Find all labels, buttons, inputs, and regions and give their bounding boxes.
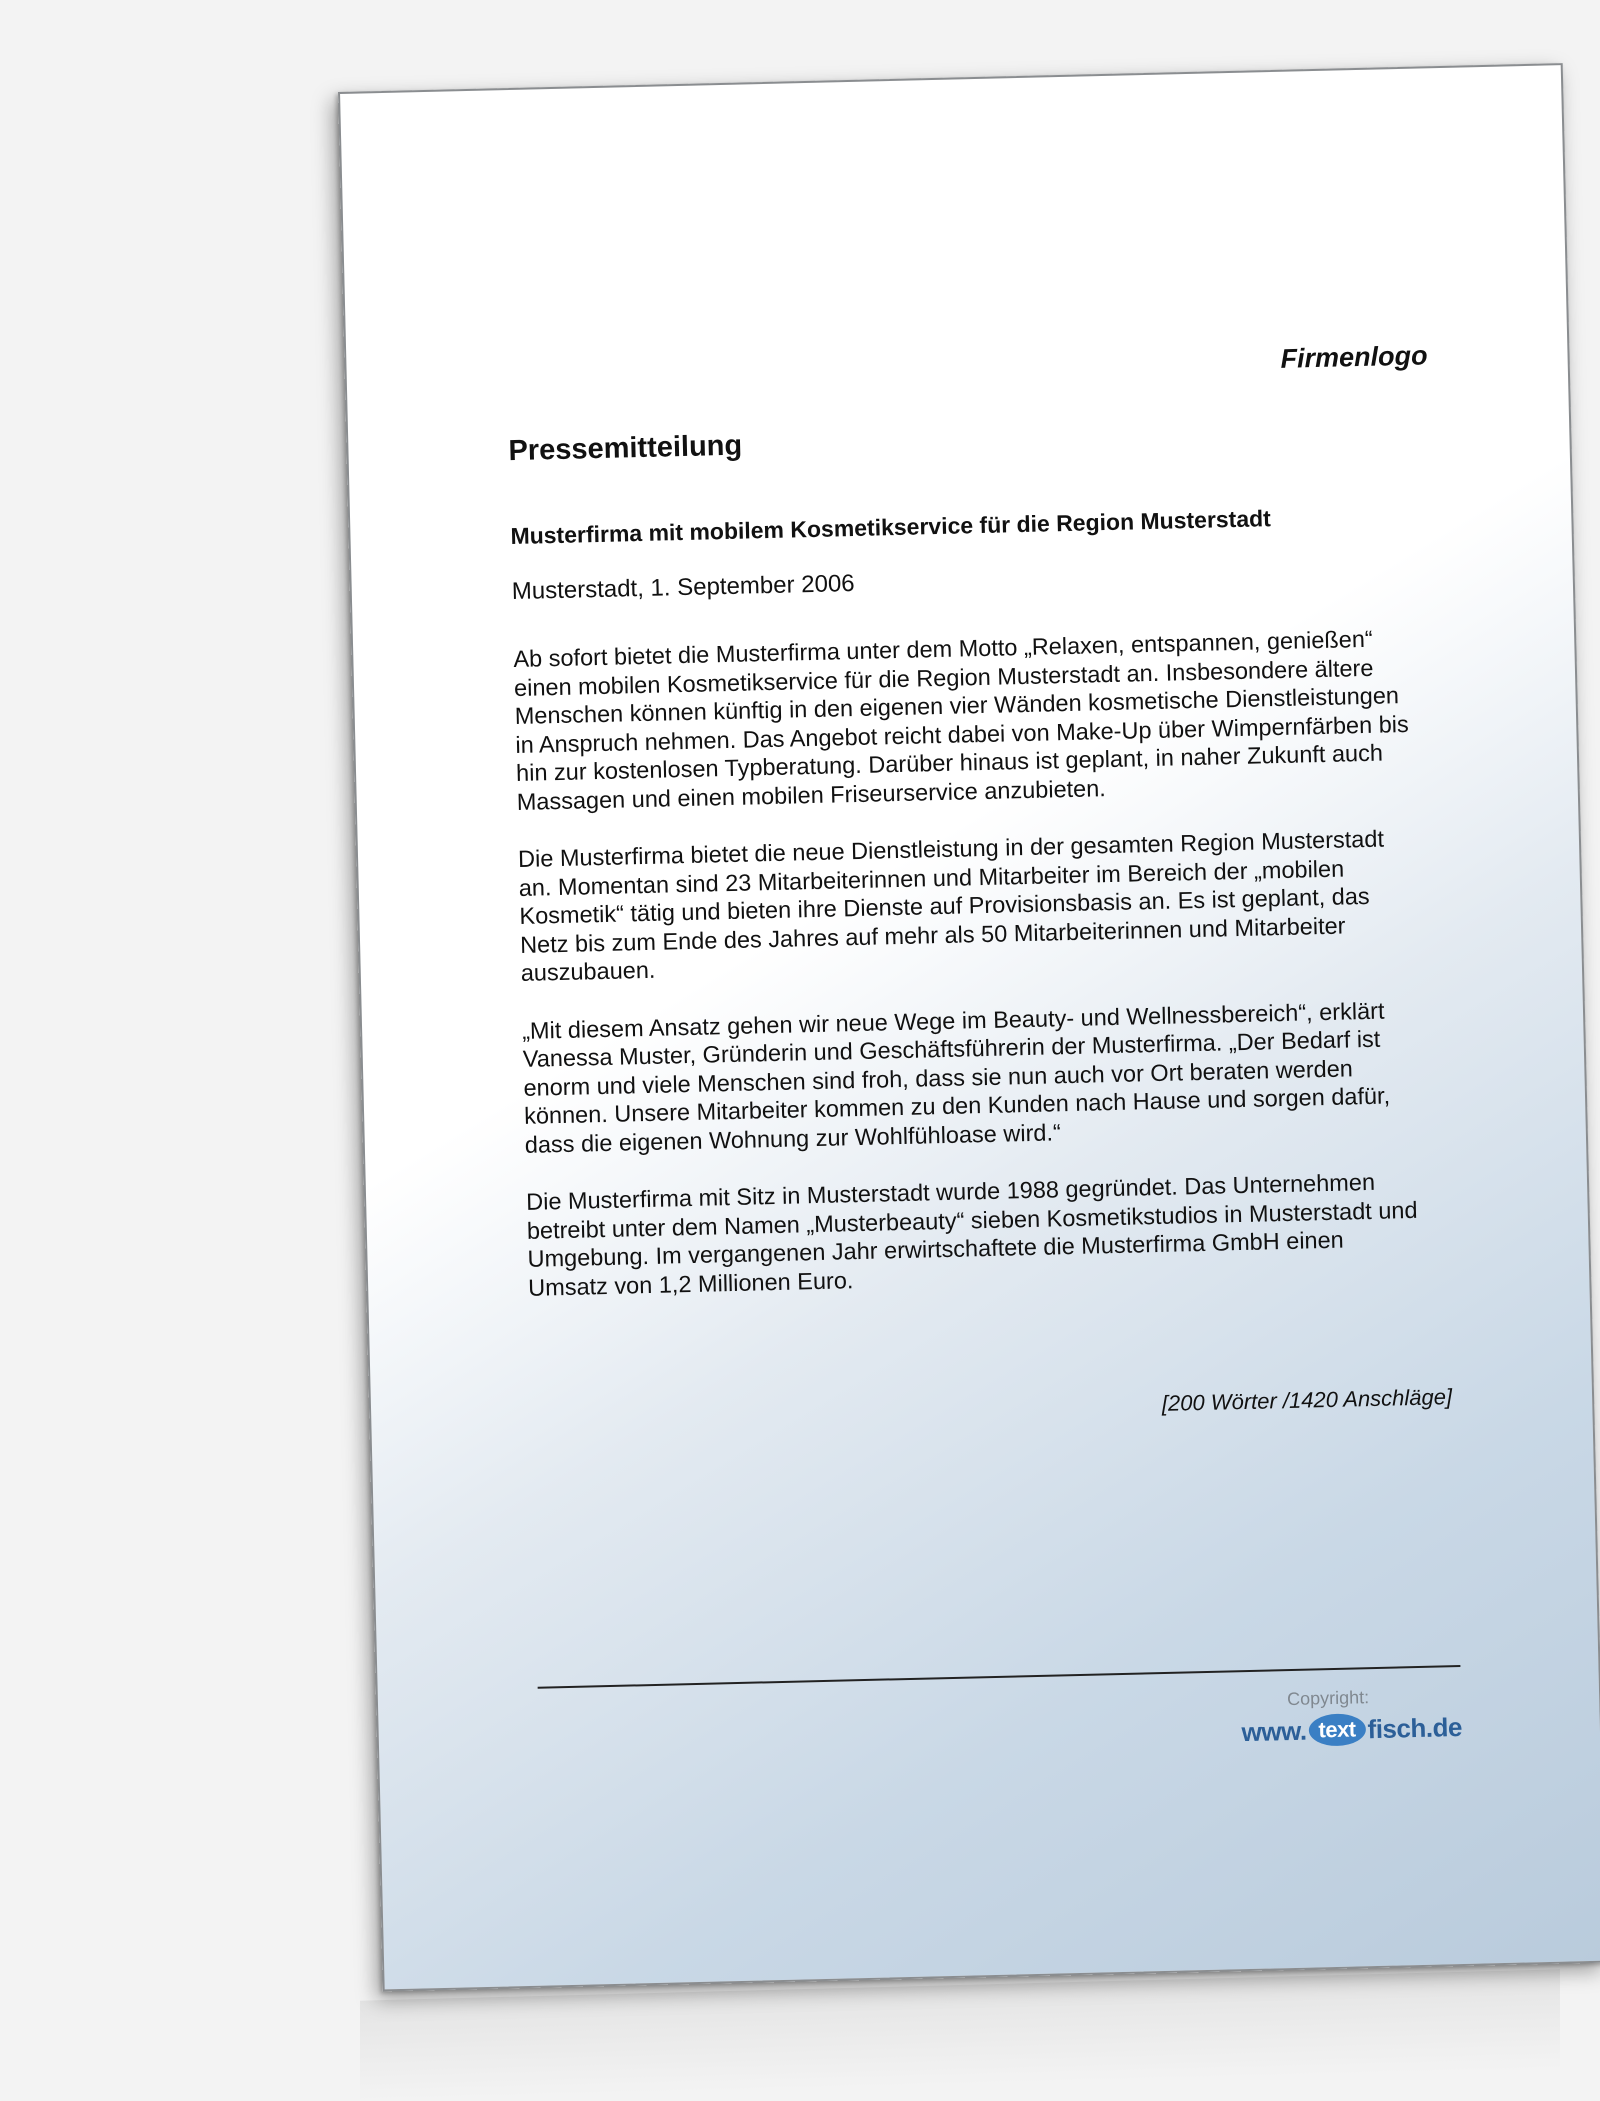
word-count-note: [200 Wörter /1420 Anschläge] [1161, 1384, 1453, 1416]
document-page [338, 63, 1600, 1991]
paragraph-2: Die Musterfirma bietet die neue Dienstleistung in der gesamten Region Musterstadt an. Momentan sind 23 Mitarbeiterinnen und Mitarbeiter im Bereich der „mobilen Kosmetik“ tätig und bieten ihre Dienste auf Provisionsbasis an. Es ist geplant, das Netz bis zum Ende des Jahres auf mehr als 50 Mitarbeiterinnen und Mitarbeiter auszubauen. [517, 825, 1385, 986]
dateline: Musterstadt, 1. September 2006 [511, 569, 855, 606]
brand-text: text [1318, 1716, 1356, 1743]
document-page-wrapper [338, 63, 1600, 1991]
copyright-label: Copyright: [1286, 1687, 1370, 1710]
document-title: Pressemitteilung [508, 429, 743, 468]
footer-divider [538, 1665, 1461, 1689]
press-body [513, 624, 1429, 1331]
brand-prefix: www. [1241, 1715, 1307, 1747]
paragraph-4: Die Musterfirma mit Sitz in Musterstadt wurde 1988 gegründet. Das Unternehmen betreibt unter dem Namen „Musterbeauty“ sieben Kosmetikstudios in Musterstadt und Umgebung. Im vergangenen Jahr erwirtschaftete die Musterfirma GmbH einen Umsatz von 1,2 Millionen Euro. [525, 1168, 1418, 1301]
paragraph-3: „Mit diesem Ansatz gehen wir neue Wege im Beauty- und Wellnessbereich“, erklärt Vanessa Muster, Gründerin und Geschäftsführerin der Musterfirma. „Der Bedarf ist enorm und viele Menschen sind froh, dass sie nun auch vor Ort beraten werden können. Unsere Mitarbeiter kommen zu den Kunden nach Hause und sorgen dafür, dass die eigenen Wohnung zur Wohlfühloase wird.“ [521, 997, 1391, 1158]
brand-fisch: fisch [1367, 1712, 1427, 1744]
paragraph-1: Ab sofort bietet die Musterfirma unter dem Motto „Relaxen, entspannen, genießen“ einen mobilen Kosmetikservice für die Region Musterstadt an. Insbesondere ältere Menschen können künftig in den eigenen vier Wänden kosmetische Dienstleistungen in Anspruch nehmen. Das Angebot reicht dabei von Make-Up über Wimpernfärben bis hin zur kostenlosen Typberatung. Darüber hinaus ist geplant, in naher Zukunft auch Massagen und einen mobilen Friseurservice anzubieten. [513, 625, 1409, 815]
company-logo-placeholder: Firmenlogo [1280, 340, 1428, 374]
brand-suffix: .de [1425, 1711, 1463, 1743]
fish-icon [1308, 1713, 1366, 1746]
page-reflection [360, 1969, 1560, 2100]
textfisch-logo [1241, 1711, 1462, 1748]
press-headline: Musterfirma mit mobilem Kosmetikservice für die Region Musterstadt [510, 505, 1272, 550]
